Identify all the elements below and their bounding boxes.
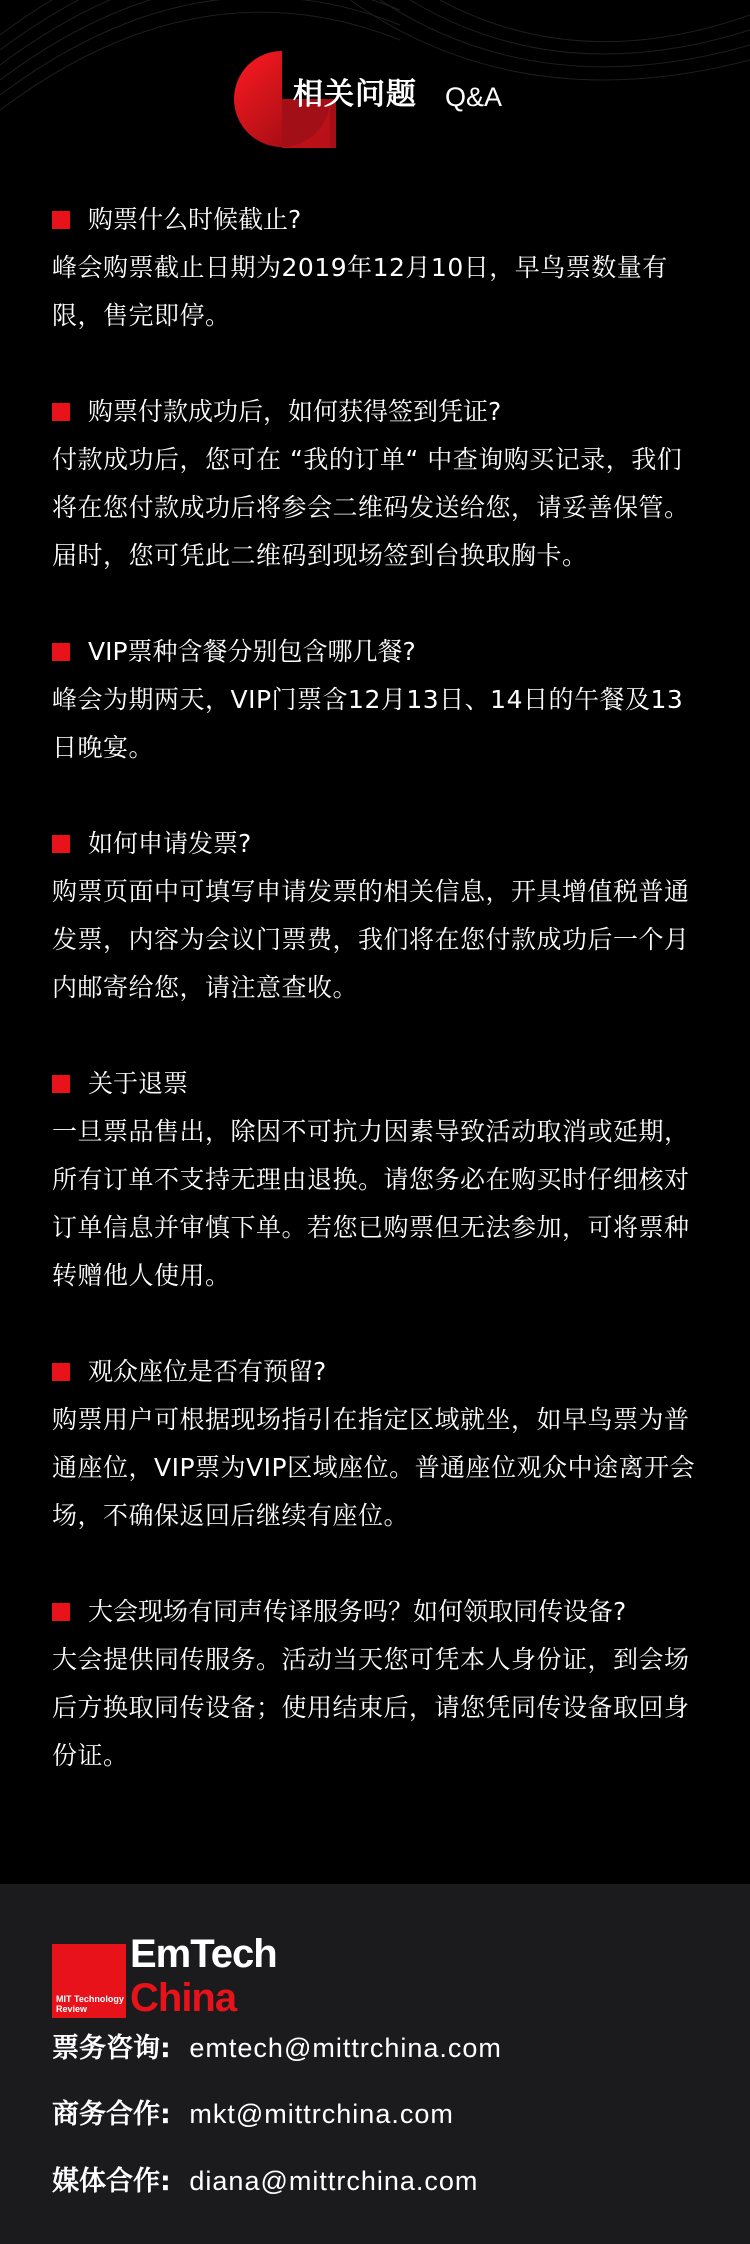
- emtech-china-logo: [52, 1924, 302, 2020]
- contact-ticketing: [52, 2030, 502, 2067]
- faq-question: [52, 388, 704, 436]
- logo-china-text: China: [130, 1976, 237, 2020]
- red-square-bullet-icon: [52, 211, 70, 229]
- question-text: 观众座位是否有预留?: [88, 1357, 327, 1386]
- contact-label: 媒体合作:: [52, 2166, 171, 2197]
- faq-item: [52, 1588, 704, 1780]
- logo-box-text: MIT Technology Review: [56, 1994, 124, 2014]
- faq-question: [52, 1348, 704, 1396]
- faq-item: [52, 1060, 704, 1300]
- section-header: [0, 40, 750, 160]
- red-square-bullet-icon: [52, 1603, 70, 1621]
- faq-question: [52, 820, 704, 868]
- faq-question: [52, 1588, 704, 1636]
- contact-media: [52, 2163, 478, 2200]
- faq-answer: 峰会为期两天，VIP门票含12月13日、14日的午餐及13日晚宴。: [52, 685, 684, 762]
- contact-label: 商务合作:: [52, 2099, 171, 2130]
- question-text: 大会现场有同声传译服务吗？如何领取同传设备?: [88, 1597, 627, 1626]
- question-text: VIP票种含餐分别包含哪几餐?: [88, 637, 416, 666]
- question-text: 购票什么时候截止?: [88, 205, 302, 234]
- footer: [0, 1884, 750, 2244]
- red-square-bullet-icon: [52, 1363, 70, 1381]
- faq-item: [52, 388, 704, 580]
- faq-question: [52, 1060, 704, 1108]
- page-title: 相关问题: [293, 77, 417, 112]
- red-square-bullet-icon: [52, 1075, 70, 1093]
- faq-answer: 大会提供同传服务。活动当天您可凭本人身份证，到会场后方换取同传设备；使用结束后，请您凭同传设备取回身份证。: [52, 1645, 690, 1770]
- contact-business: [52, 2096, 454, 2133]
- faq-item: [52, 196, 704, 340]
- question-text: 如何申请发票?: [88, 829, 252, 858]
- red-square-bullet-icon: [52, 403, 70, 421]
- faq-answer: 付款成功后，您可在 “我的订单“ 中查询购买记录，我们将在您付款成功后将参会二维码发送给您，请妥善保管。届时，您可凭此二维码到现场签到台换取胸卡。: [52, 445, 690, 570]
- logo-emtech-text: EmTech: [130, 1932, 277, 1976]
- contact-email-link[interactable]: mkt@mittrchina.com: [189, 2099, 454, 2129]
- red-square-bullet-icon: [52, 643, 70, 661]
- faq-answer: 购票页面中可填写申请发票的相关信息，开具增值税普通发票，内容为会议门票费，我们将在您付款成功后一个月内邮寄给您，请注意查收。: [52, 877, 690, 1002]
- faq-item: [52, 820, 704, 1012]
- faq-list: [52, 196, 704, 1828]
- page-subtitle: Q&A: [445, 82, 503, 112]
- mit-technology-review-logo-icon: [52, 1944, 126, 2018]
- faq-question: [52, 628, 704, 676]
- question-text: 购票付款成功后，如何获得签到凭证?: [88, 397, 502, 426]
- faq-question: [52, 196, 704, 244]
- red-square-bullet-icon: [52, 835, 70, 853]
- faq-item: [52, 628, 704, 772]
- contact-label: 票务咨询:: [52, 2033, 171, 2064]
- question-text: 关于退票: [88, 1069, 189, 1098]
- contact-email-link[interactable]: diana@mittrchina.com: [189, 2166, 479, 2196]
- faq-answer: 峰会购票截止日期为2019年12月10日，早鸟票数量有限，售完即停。: [52, 253, 668, 330]
- faq-item: [52, 1348, 704, 1540]
- faq-answer: 一旦票品售出，除因不可抗力因素导致活动取消或延期，所有订单不支持无理由退换。请您务必在购买时仔细核对订单信息并审慎下单。若您已购票但无法参加，可将票种转赠他人使用。: [52, 1117, 690, 1290]
- contact-email-link[interactable]: emtech@mittrchina.com: [189, 2033, 502, 2063]
- faq-answer: 购票用户可根据现场指引在指定区域就坐，如早鸟票为普通座位，VIP票为VIP区域座位。普通座位观众中途离开会场，不确保返回后继续有座位。: [52, 1405, 696, 1530]
